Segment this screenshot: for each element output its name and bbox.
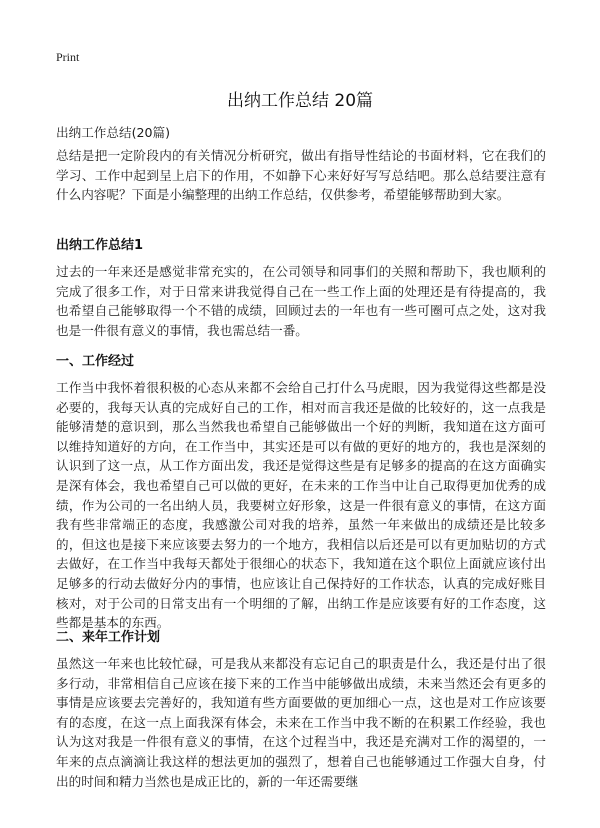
heading-work-review: 一、工作经过 bbox=[56, 354, 135, 369]
page-title: 出纳工作总结 20篇 bbox=[226, 91, 374, 111]
heading-next-year-plan: 二、来年工作计划 bbox=[56, 630, 161, 645]
document-subtitle: 出纳工作总结(20篇) bbox=[56, 125, 171, 140]
paragraph-3: 虽然这一年来也比较忙碌，可是我从来都没有忘记自己的职责是什么，我还是付出了很多行动，非常相信自己应该在接下来的工作当中能够做出成绩，未来当然还会有更多的事情是应该要去完善好的，我知道有些方面要做的更加细心一点，这也是对工作应该要有的态度，在这一点上面我深有体会，未来在工作当中我不断的在积累工作经验，我也认为这对我是一件很有意义的事情，在这个过程当中，我还是充满对工作的渴望的，一年来的点点滴滴让我这样的想法更加的强烈了，想着自己也能够通过工作强大自身，付出的时间和精力当然也是成正比的，新的一年还需要继 bbox=[56, 656, 546, 789]
intro-paragraph: 总结是把一定阶段内的有关情况分析研究，做出有指导性结论的书面材料，它在我们的学习、工作中起到呈上启下的作用，不如静下心来好好写写总结吧。那么总结要注意有什么内容呢？下面是小编整理的出纳工作总结，仅供参考，希望能够帮助到大家。 bbox=[56, 148, 546, 203]
print-label: Print bbox=[56, 50, 80, 64]
paragraph-2: 工作当中我怀着很积极的心态从来都不会给自己打什么马虎眼，因为我觉得这些都是没必要的，我每天认真的完成好自己的工作，相对而言我还是做的比较好的，这一点我是能够清楚的意识到，那么当然我也希望自己能够做出一个好的判断，我知道在这方面可以维持知道好的方向，在工作当中，其实还是可以有做的更好的地方的，我也是深刻的认识到了这一点，从工作方面出发，我还是觉得这些是有足够多的提高的在这方面确实是深有体会，我也希望自己可以做的更好，在未来的工作当中让自己取得更加优秀的成绩，作为公司的一名出纳人员，我要树立好形象，这是一件很有意义的事情，在这方面我有些非常端正的态度，我感激公司对我的培养，虽然一年来做出的成绩还是比较多的，但这也是接下来应该要去努力的一个地方，我相信以后还是可以有更加贴切的方式去做好，在工作当中我每天都处于很细心的状态下，我知道在这个职位上面就应该付出足够多的行动去做好分内的事情，也应该让自己保持好的工作状态，认真的完成好账目核对，对于公司的日常支出有一个明细的了解，出纳工作是应该要有好的工作态度，这些都是基本的东西。 bbox=[56, 380, 546, 631]
paragraph-1: 过去的一年来还是感觉非常充实的，在公司领导和同事们的关照和帮助下，我也顺利的完成了很多工作，对于日常来讲我觉得自己在一些工作上面的处理还是有待提高的，我也希望自己能够取得一个不错的成绩，回顾过去的一年也有一些可圈可点之处，这对我也是一件很有意义的事情，我也需总结一番。 bbox=[56, 264, 546, 338]
section-title: 出纳工作总结1 bbox=[56, 238, 144, 253]
